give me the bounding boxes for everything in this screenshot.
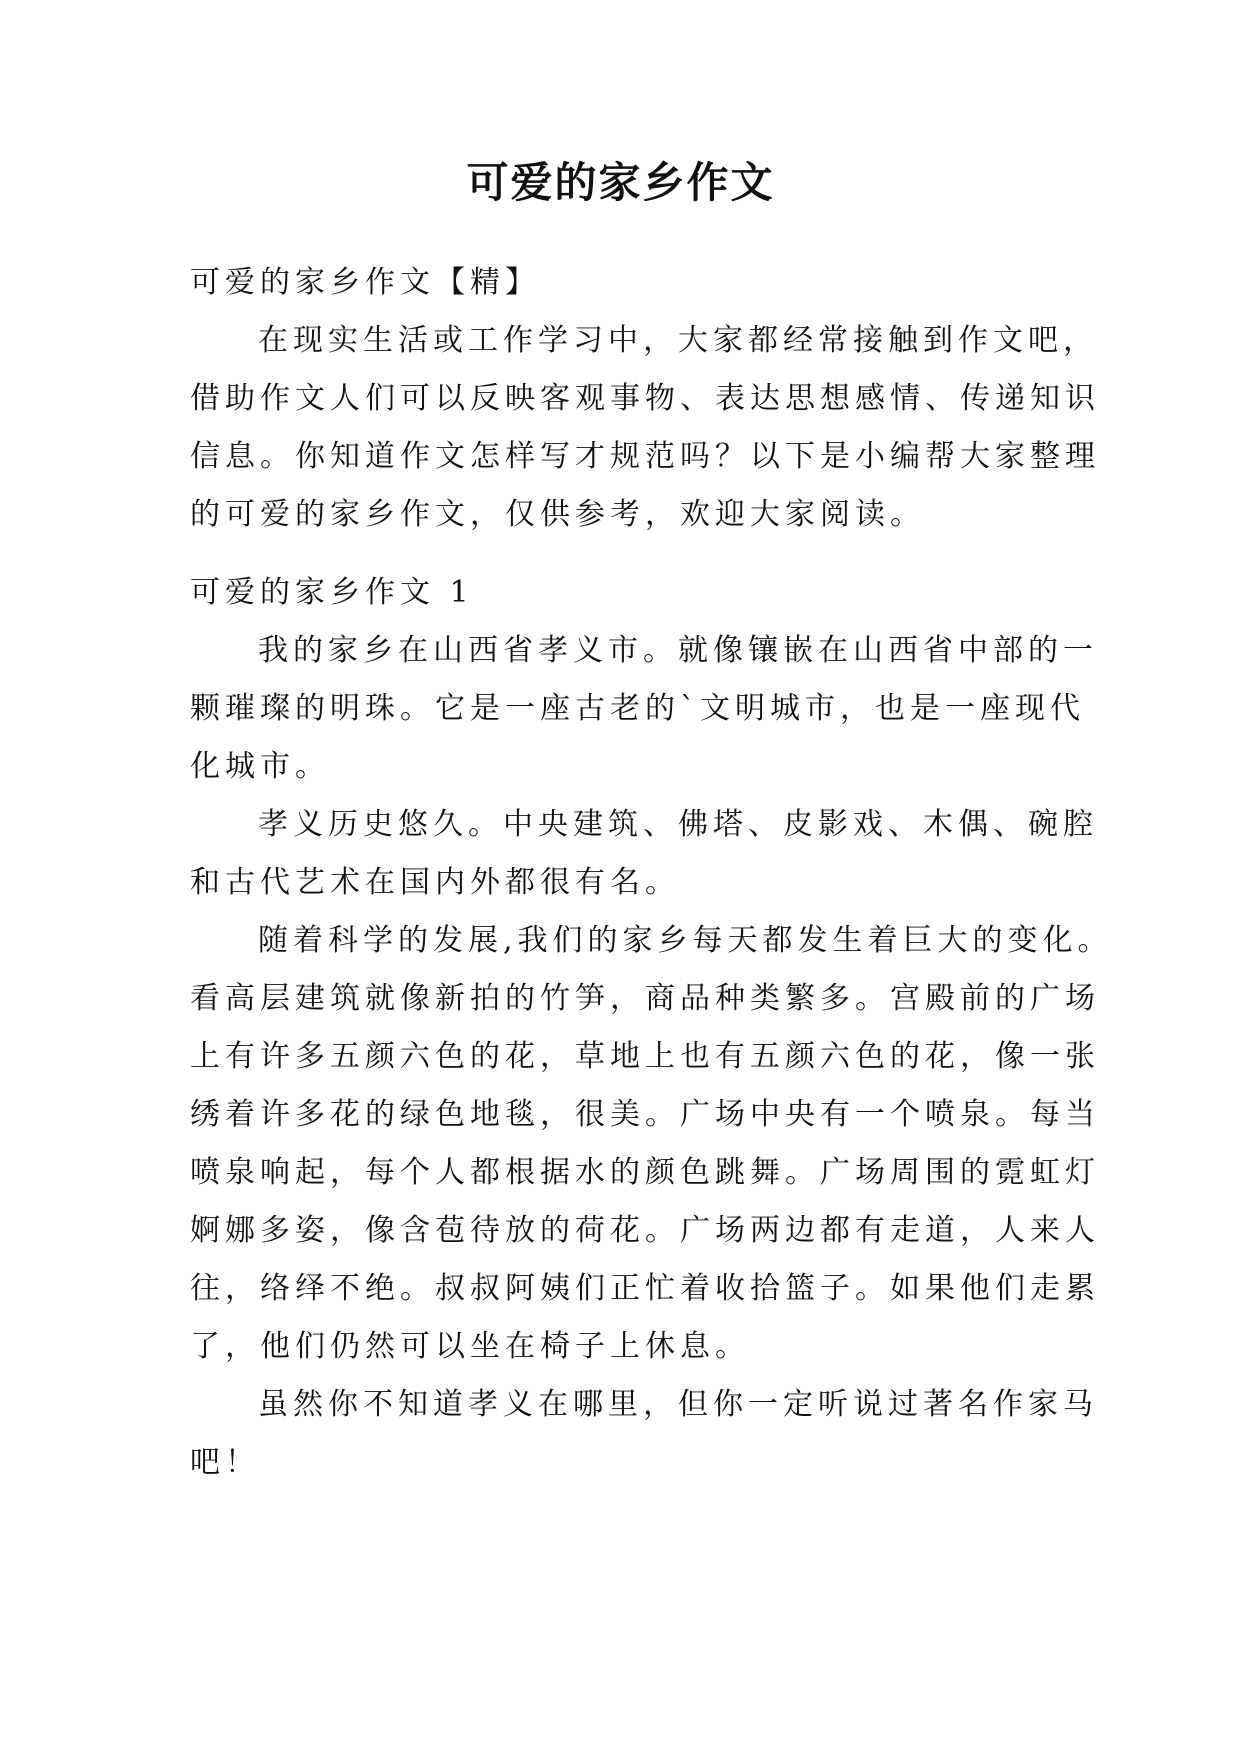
essay1-para3-line-7: 往，络绎不绝。叔叔阿姨们正忙着收拾篮子。如果他们走累 — [190, 1271, 1100, 1306]
essay1-para1-line-2: 颗璀璨的明珠。它是一座古老的`文明城市，也是一座现代 — [190, 691, 1085, 726]
intro-heading: 可爱的家乡作文【精】 — [190, 265, 540, 300]
essay1-para2-line-2: 和古代艺术在国内外都很有名。 — [190, 865, 680, 900]
intro-line-4: 的可爱的家乡作文，仅供参考，欢迎大家阅读。 — [190, 497, 925, 532]
essay1-para3-line-6: 婀娜多姿，像含苞待放的荷花。广场两边都有走道，人来人 — [190, 1213, 1100, 1248]
intro-section — [190, 254, 1100, 544]
essay1-para3-line-1: 随着科学的发展,我们的家乡每天都发生着巨大的变化。 — [258, 923, 1113, 958]
document-title: 可爱的家乡作文 — [466, 158, 775, 207]
essay1-para4-line-1: 虽然你不知道孝义在哪里，但你一定听说过著名作家马 — [258, 1387, 1098, 1422]
intro-line-1: 在现实生活或工作学习中，大家都经常接触到作文吧， — [258, 323, 1098, 358]
essay1-para2-line-1: 孝义历史悠久。中央建筑、佛塔、皮影戏、木偶、碗腔 — [258, 807, 1098, 842]
intro-line-3: 信息。你知道作文怎样写才规范吗？以下是小编帮大家整理 — [190, 439, 1100, 474]
essay1-para4-line-2: 吧！ — [190, 1445, 260, 1480]
essay1-para3-line-3: 上有许多五颜六色的花，草地上也有五颜六色的花，像一张 — [190, 1039, 1100, 1074]
essay1-heading: 可爱的家乡作文 1 — [190, 575, 474, 610]
essay1-para3-line-4: 绣着许多花的绿色地毯，很美。广场中央有一个喷泉。每当 — [190, 1097, 1100, 1132]
intro-line-2: 借助作文人们可以反映客观事物、表达思想感情、传递知识 — [190, 381, 1100, 416]
essay1-para3-line-5: 喷泉响起，每个人都根据水的颜色跳舞。广场周围的霓虹灯 — [190, 1155, 1100, 1190]
essay1-para3-line-2: 看高层建筑就像新拍的竹笋，商品种类繁多。宫殿前的广场 — [190, 981, 1100, 1016]
essay1-para3-line-8: 了，他们仍然可以坐在椅子上休息。 — [190, 1329, 750, 1364]
essay1-para1-line-3: 化城市。 — [190, 749, 330, 784]
essay1-para1-line-1: 我的家乡在山西省孝义市。就像镶嵌在山西省中部的一 — [258, 633, 1098, 668]
essay1-section — [190, 564, 1113, 1492]
